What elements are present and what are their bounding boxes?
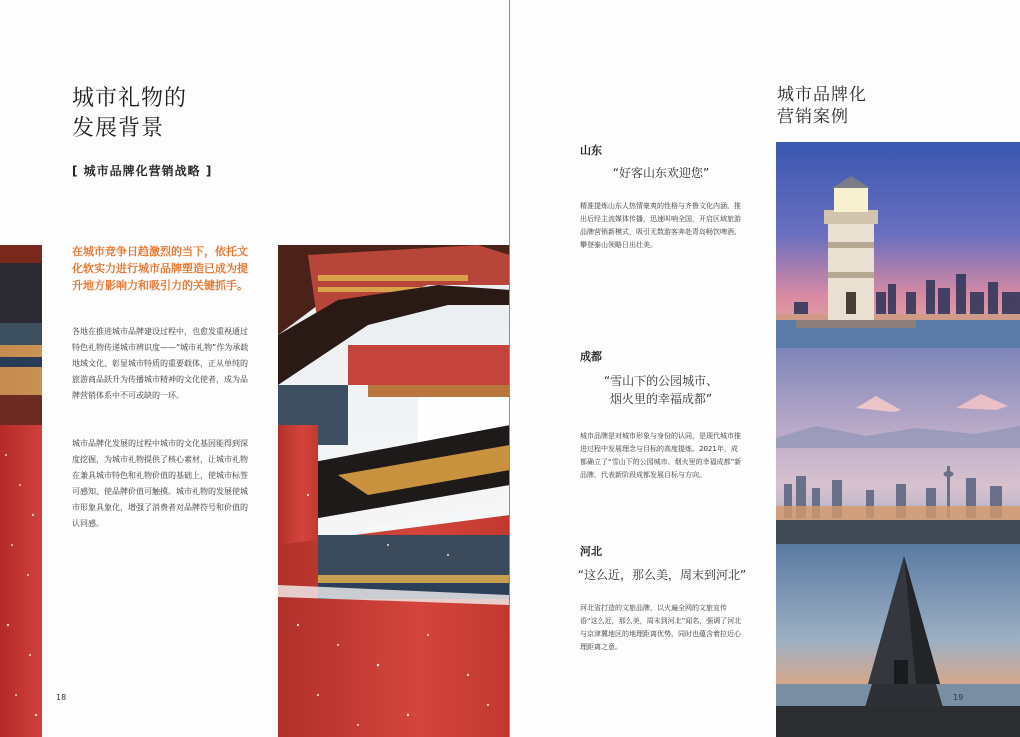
slogan-line: “这么近，那么美，周末到河北” <box>577 568 747 582</box>
case-description-hebei: 河北省打造的文旅品牌，以火遍全网的文旅宣传语“这么近，那么美，周末到河北”闻名，强调了河北与京津冀地区的地理距离优势，同时也蕴含着拉近心理距离之意。 <box>580 604 742 651</box>
section-heading: [ 城市品牌化营销战略 ] <box>72 164 213 178</box>
left-title-line1: 城市礼物的 <box>72 86 188 111</box>
slogan-line: 烟火里的幸福成都” <box>609 392 713 406</box>
case-city-hebei: 河北 <box>580 545 602 558</box>
case-description-chengdu: 城市品牌是对城市形象与身份的认同，是现代城市推进过程中发展理念与目标的高度提炼。2021年，成都确立了“雪山下的公园城市、烟火里的幸福成都”新品牌，代表新阶段成都发展目标与方向。 <box>580 432 742 479</box>
case-city-shandong: 山东 <box>580 144 602 157</box>
case-slogan-chengdu <box>580 372 742 408</box>
slogan-line: “好客山东欢迎您” <box>612 166 710 180</box>
case-slogan-hebei <box>574 566 750 584</box>
chengdu-skyline-photo <box>776 348 1020 544</box>
palace-wall-strip-image <box>0 245 42 737</box>
left-page-title <box>72 84 187 144</box>
qingdao-lighthouse-photo <box>776 142 1020 348</box>
hebei-seaside-chapel-photo <box>776 544 1020 737</box>
right-title-line1: 城市品牌化 <box>777 85 867 105</box>
right-title-line2: 营销案例 <box>777 107 849 127</box>
page-number-left: 18 <box>56 693 67 702</box>
slogan-line: “雪山下的公园城市、 <box>603 374 719 388</box>
body-paragraph-2: 城市品牌化发展的过程中城市的文化基因能得到深度挖掘，为城市礼物提供了核心素材，让城市礼物在兼具城市特色和礼物价值的基础上，使城市标签可感知、使品牌价值可触摸。城市礼物的发展使城市形象具象化，增强了消费者对品牌符号和价值的认同感。 <box>72 439 248 528</box>
lead-text: 在城市竞争日趋激烈的当下，依托文化软实力进行城市品牌塑造已成为提升地方影响力和吸引力的关键抓手。 <box>72 245 248 292</box>
case-slogan-shandong <box>580 164 742 182</box>
right-page-title <box>777 84 867 128</box>
left-title-line2: 发展背景 <box>72 116 165 141</box>
forbidden-city-snow-image <box>278 245 510 737</box>
case-city-chengdu: 成都 <box>580 350 602 363</box>
page-number-right: 19 <box>953 693 964 702</box>
case-description-shandong: 精准提炼山东人热情豪爽的性格与齐鲁文化内涵，推出后经主流媒体传播，迅速叫响全国，开启区域旅游品牌营销新模式，吸引无数游客奔赴青岛畅饮啤酒、攀登泰山领略日出壮美。 <box>580 202 741 249</box>
body-paragraph-1: 各地在推进城市品牌建设过程中，也愈发重视通过特色礼物传递城市辨识度——“城市礼物”作为承载地域文化、彰显城市特质的重要载体，正从单纯的旅游商品跃升为传播城市精神的文化使者，成为品牌营销体系中不可或缺的一环。 <box>72 327 249 400</box>
